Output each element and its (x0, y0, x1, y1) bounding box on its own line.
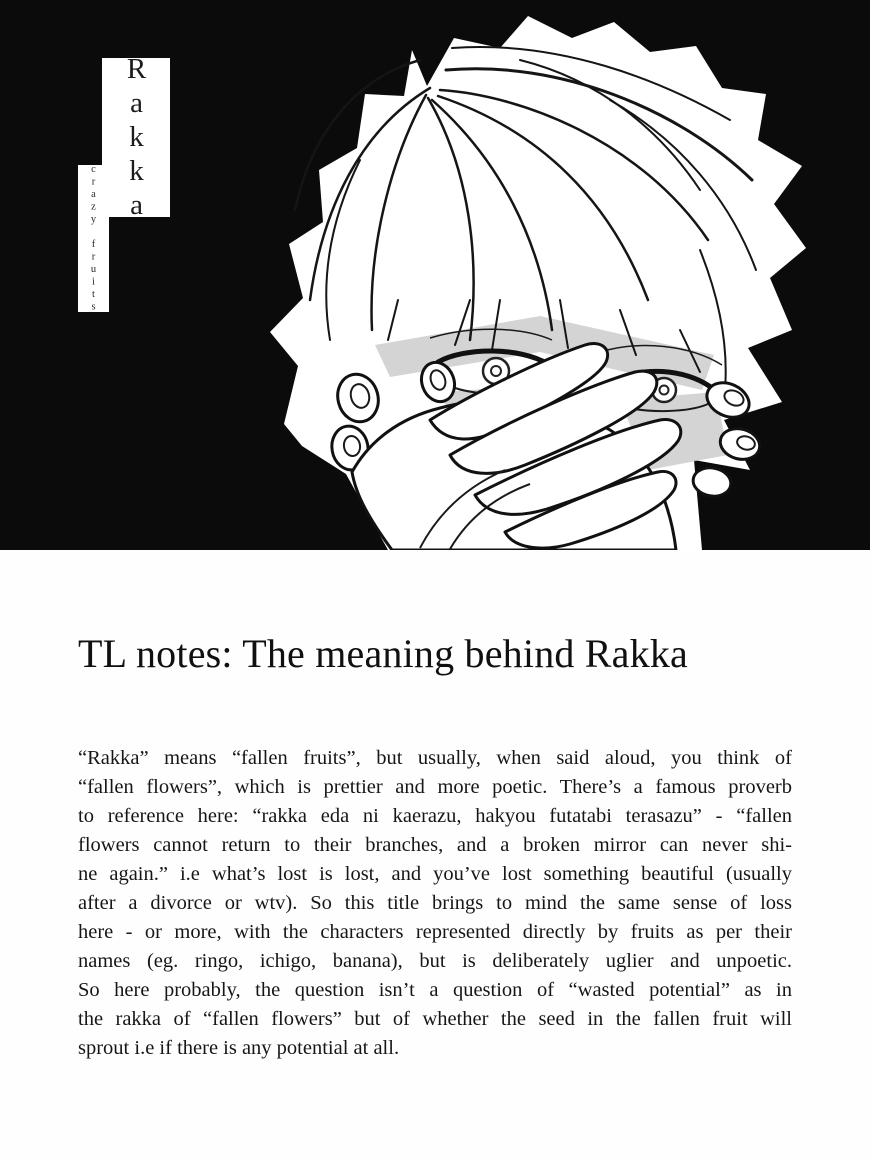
notes-body-line: “Rakka” means “fallen fruits”, but usually, when said aloud, you think of (78, 747, 792, 769)
cover-title-box (102, 52, 170, 223)
notes-body-line: the rakka of “fallen flowers” but of whether the seed in the fallen fruit will (78, 1008, 792, 1030)
notes-body (78, 744, 792, 1063)
cover-subtitle-box (78, 165, 109, 312)
notes-body-line: here - or more, with the characters represented directly by fruits as per their (78, 921, 792, 943)
notes-body-line: flowers cannot return to their branches, and a broken mirror can never shi- (78, 834, 792, 856)
notes-body-line: sprout i.e if there is any potential at all. (78, 1037, 400, 1059)
cover-art-panel (0, 0, 870, 550)
notes-body-line: names (eg. ringo, ichigo, banana), but is deliberately uglier and unpoetic. (78, 950, 792, 972)
notes-body-line: “fallen flowers”, which is prettier and more poetic. There’s a famous proverb (78, 776, 792, 798)
notes-body-line: ne again.” i.e what’s lost is lost, and you’ve lost something beautiful (usually (78, 863, 792, 885)
tl-notes-section (0, 630, 870, 1063)
cover-subtitle: crazy fruits (88, 163, 99, 314)
notes-body-line: after a divorce or wtv). So this title brings to mind the same sense of loss (78, 892, 792, 914)
notes-body-line: So here probably, the question isn’t a question of “wasted potential” as in (78, 979, 792, 1001)
cover-title: Rakka (120, 52, 153, 223)
notes-body-line: to reference here: “rakka eda ni kaerazu, hakyou futatabi terasazu” - “fallen (78, 805, 792, 827)
notes-heading: TL notes: The meaning behind Rakka (78, 631, 688, 676)
